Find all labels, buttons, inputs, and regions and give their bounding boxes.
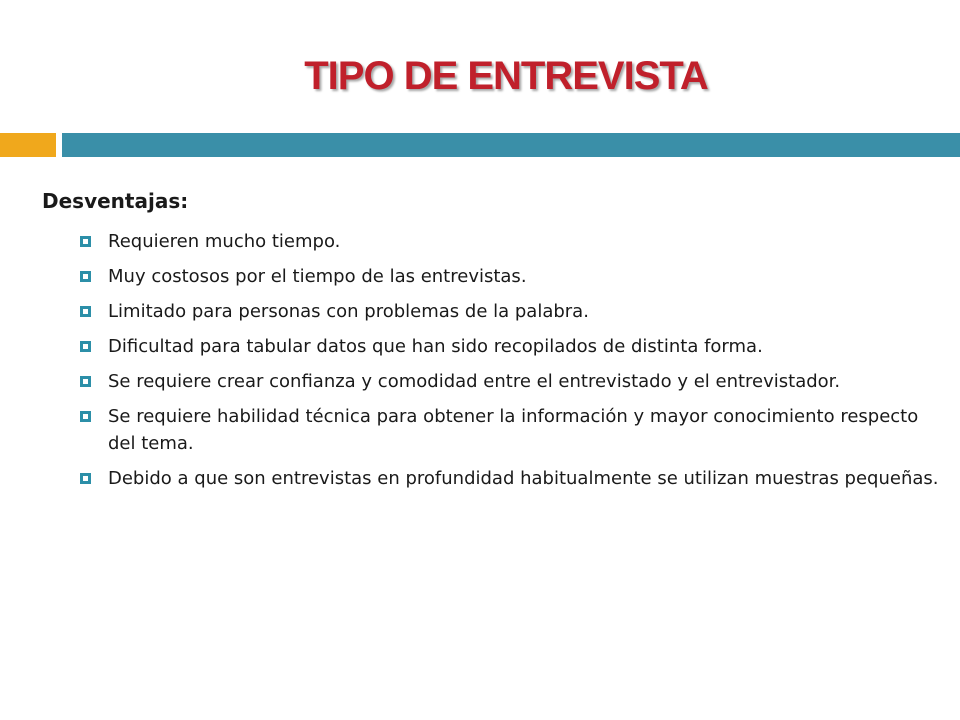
list-item — [80, 465, 940, 492]
accent-bar-orange — [0, 133, 56, 157]
section-heading: Desventajas: — [42, 189, 189, 213]
list-item — [80, 263, 940, 290]
accent-bar-teal — [62, 133, 960, 157]
slide-title: TIPO DE ENTREVISTA — [304, 54, 708, 98]
bullet-text: Se requiere habilidad técnica para obtener la información y mayor conocimiento respecto del tema. — [108, 406, 919, 454]
list-item — [80, 333, 940, 360]
square-bullet-icon — [80, 271, 91, 282]
bullet-text: Limitado para personas con problemas de la palabra. — [108, 301, 589, 322]
bullet-text: Muy costosos por el tiempo de las entrevistas. — [108, 266, 527, 287]
list-item — [80, 368, 940, 395]
square-bullet-icon — [80, 376, 91, 387]
square-bullet-icon — [80, 473, 91, 484]
list-item — [80, 403, 940, 457]
bullet-text: Dificultad para tabular datos que han sido recopilados de distinta forma. — [108, 336, 763, 357]
list-item — [80, 228, 940, 255]
bullet-text: Se requiere crear confianza y comodidad entre el entrevistado y el entrevistador. — [108, 371, 841, 392]
list-item — [80, 298, 940, 325]
bullet-list — [80, 228, 940, 500]
square-bullet-icon — [80, 306, 91, 317]
square-bullet-icon — [80, 236, 91, 247]
bullet-text: Requieren mucho tiempo. — [108, 231, 341, 252]
square-bullet-icon — [80, 411, 91, 422]
bullet-text: Debido a que son entrevistas en profundidad habitualmente se utilizan muestras pequeñas. — [108, 468, 939, 489]
square-bullet-icon — [80, 341, 91, 352]
